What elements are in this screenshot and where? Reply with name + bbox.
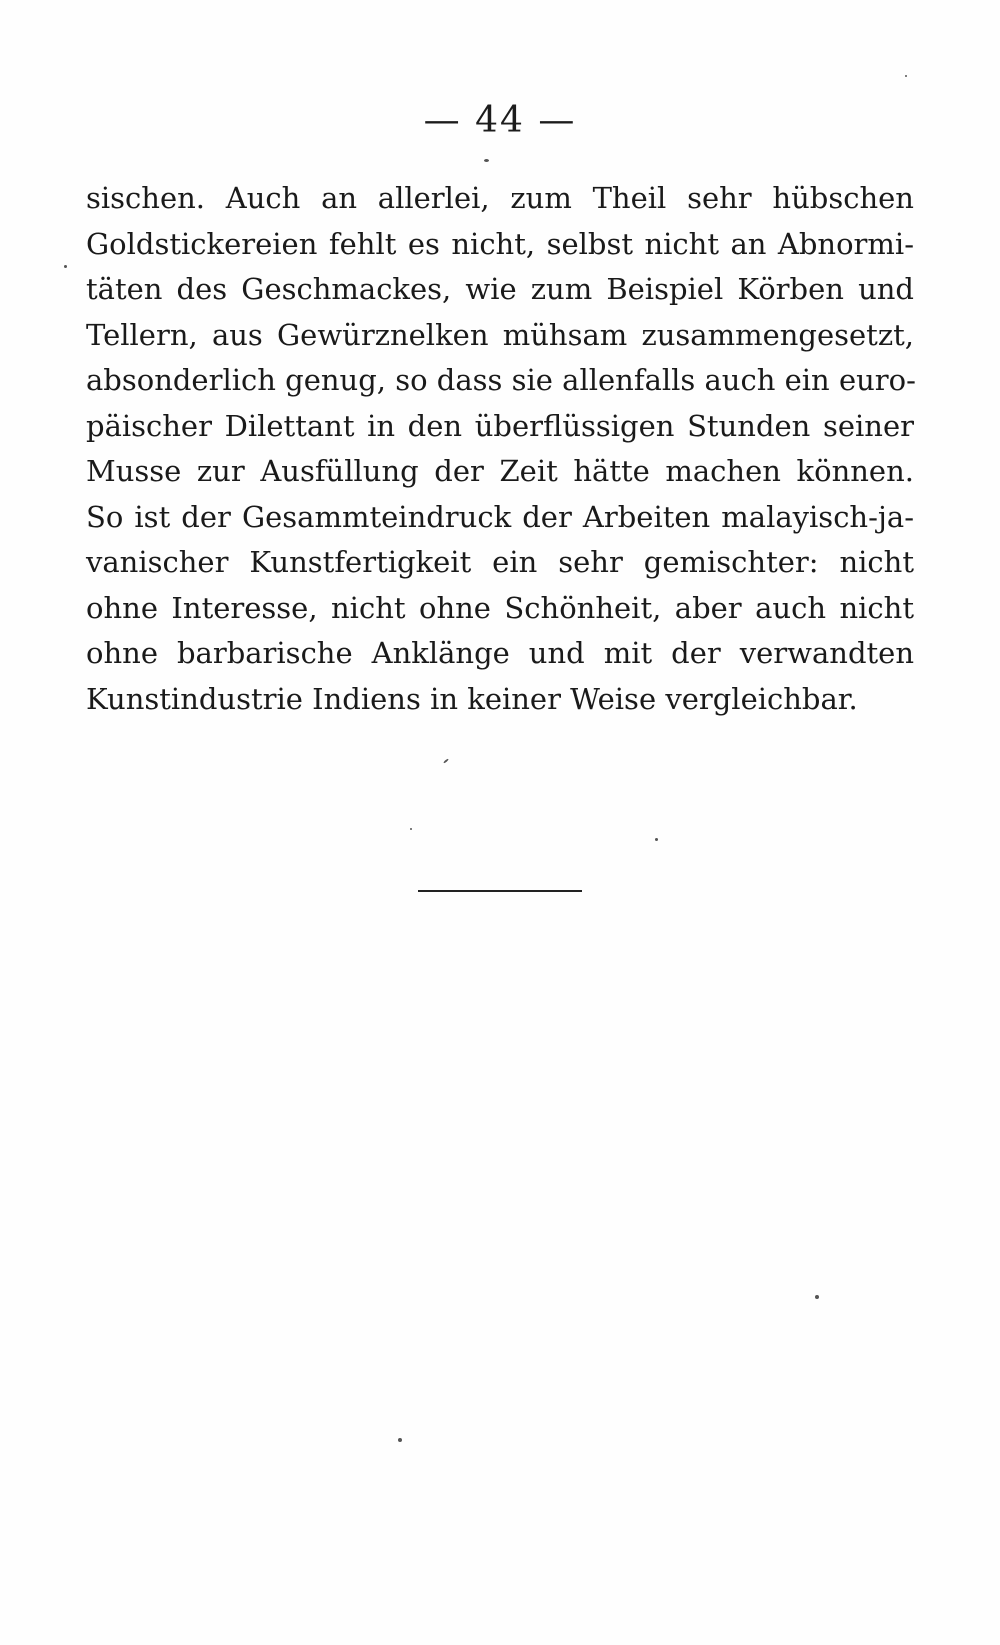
print-speck [410, 828, 412, 830]
text-line: ohne Interesse, nicht ohne Schönheit, aber auch nicht [86, 590, 914, 625]
text-line: Tellern, aus Gewürznelken mühsam zusammengesetzt, [86, 317, 914, 352]
page-number: — 44 — [423, 100, 577, 141]
print-speck [398, 1438, 402, 1442]
print-speck [905, 75, 907, 77]
end-rule [418, 890, 582, 892]
print-speck [815, 1295, 819, 1299]
print-speck [443, 758, 449, 763]
text-line: vanischer Kunstfertigkeit ein sehr gemischter: nicht [86, 545, 914, 579]
text-line: absonderlich genug, so dass sie allenfalls auch ein euro- [86, 363, 916, 397]
text-line: Musse zur Ausfüllung der Zeit hätte machen können. [86, 454, 914, 488]
text-line: Goldstickereien fehlt es nicht, selbst nicht an Abnormi- [86, 226, 914, 261]
text-line: sischen. Auch an allerlei, zum Theil sehr hübschen [86, 181, 914, 215]
text-line-last: Kunstindustrie Indiens in keiner Weise vergleichbar. [86, 681, 858, 716]
print-speck [484, 159, 489, 162]
print-speck [64, 265, 67, 268]
text-line: päischer Dilettant in den überflüssigen Stunden seiner [86, 408, 914, 443]
body-text [86, 176, 914, 722]
print-speck [655, 838, 658, 841]
text-line: täten des Geschmackes, wie zum Beispiel Körben und [86, 272, 914, 306]
text-line: ohne barbarische Anklänge und mit der verwandten [86, 636, 914, 670]
text-line: So ist der Gesammteindruck der Arbeiten malayisch-ja- [86, 499, 914, 534]
